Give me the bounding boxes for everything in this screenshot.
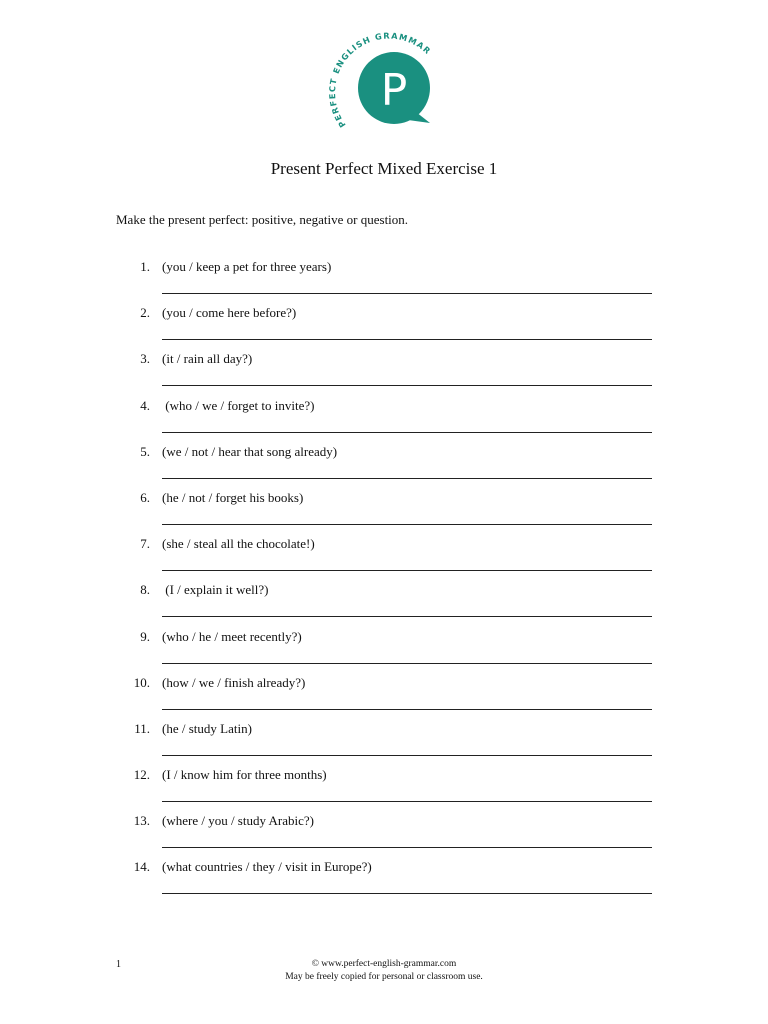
- exercise-item: [0, 720, 768, 766]
- exercise-item: [0, 304, 768, 350]
- item-prompt: (how / we / finish already?): [162, 674, 306, 690]
- answer-line[interactable]: [162, 847, 652, 848]
- answer-line[interactable]: [162, 616, 652, 617]
- exercise-item: [0, 258, 768, 304]
- item-prompt: (you / come here before?): [162, 305, 297, 321]
- exercise-item: [0, 581, 768, 627]
- exercise-item: [0, 535, 768, 581]
- exercise-item: [0, 489, 768, 535]
- exercise-item: [0, 858, 768, 904]
- item-prompt: (I / know him for three months): [162, 767, 327, 783]
- footer: [0, 958, 768, 984]
- answer-line[interactable]: [162, 432, 652, 433]
- item-number: 4.: [140, 397, 150, 413]
- license-text: May be freely copied for personal or classroom use.: [285, 972, 483, 982]
- item-prompt: (he / not / forget his books): [162, 489, 304, 505]
- item-prompt: (what countries / they / visit in Europe?): [162, 859, 372, 875]
- item-number: 2.: [140, 305, 150, 321]
- item-prompt: (I / explain it well?): [162, 582, 269, 598]
- exercise-item: [0, 674, 768, 720]
- item-prompt: (he / study Latin): [162, 720, 252, 736]
- item-prompt: (who / we / forget to invite?): [162, 397, 315, 413]
- instructions: Make the present perfect: positive, negative or question.: [116, 212, 409, 227]
- exercise-item: [0, 766, 768, 812]
- logo-letter: P: [380, 65, 408, 116]
- perfect-english-grammar-logo: [328, 30, 438, 130]
- item-prompt: (you / keep a pet for three years): [162, 259, 332, 274]
- answer-line[interactable]: [162, 339, 652, 340]
- item-prompt: (she / steal all the chocolate!): [162, 536, 315, 552]
- exercise-item: [0, 350, 768, 396]
- logo-graphic: [328, 30, 438, 130]
- item-prompt: (we / not / hear that song already): [162, 443, 338, 459]
- item-number: 3.: [140, 351, 150, 367]
- answer-line[interactable]: [162, 893, 652, 894]
- item-number: 1.: [140, 259, 150, 274]
- answer-line[interactable]: [162, 293, 652, 294]
- item-number: 10.: [133, 674, 150, 690]
- exercise-list: [0, 258, 768, 905]
- item-number: 11.: [134, 720, 150, 736]
- item-number: 5.: [140, 443, 150, 459]
- exercise-item: [0, 812, 768, 858]
- answer-line[interactable]: [162, 524, 652, 525]
- item-prompt: (who / he / meet recently?): [162, 628, 302, 644]
- exercise-item: [0, 443, 768, 489]
- item-number: 12.: [133, 767, 150, 783]
- item-number: 6.: [140, 489, 150, 505]
- item-number: 14.: [133, 859, 150, 875]
- item-number: 9.: [140, 628, 150, 644]
- exercise-item: [0, 397, 768, 443]
- answer-line[interactable]: [162, 478, 652, 479]
- answer-line[interactable]: [162, 709, 652, 710]
- item-prompt: (where / you / study Arabic?): [162, 813, 314, 829]
- page-number: 1: [116, 959, 121, 970]
- answer-line[interactable]: [162, 801, 652, 802]
- item-number: 7.: [140, 536, 150, 552]
- item-number: 8.: [140, 582, 150, 598]
- answer-line[interactable]: [162, 385, 652, 386]
- answer-line[interactable]: [162, 663, 652, 664]
- item-prompt: (it / rain all day?): [162, 351, 253, 367]
- item-number: 13.: [133, 813, 150, 829]
- answer-line[interactable]: [162, 570, 652, 571]
- logo-text: PERFECT ENGLISH GRAMMAR: [328, 30, 434, 130]
- copyright-text: © www.perfect-english-grammar.com: [311, 959, 457, 969]
- page-title: Present Perfect Mixed Exercise 1: [270, 159, 498, 178]
- answer-line[interactable]: [162, 755, 652, 756]
- exercise-item: [0, 628, 768, 674]
